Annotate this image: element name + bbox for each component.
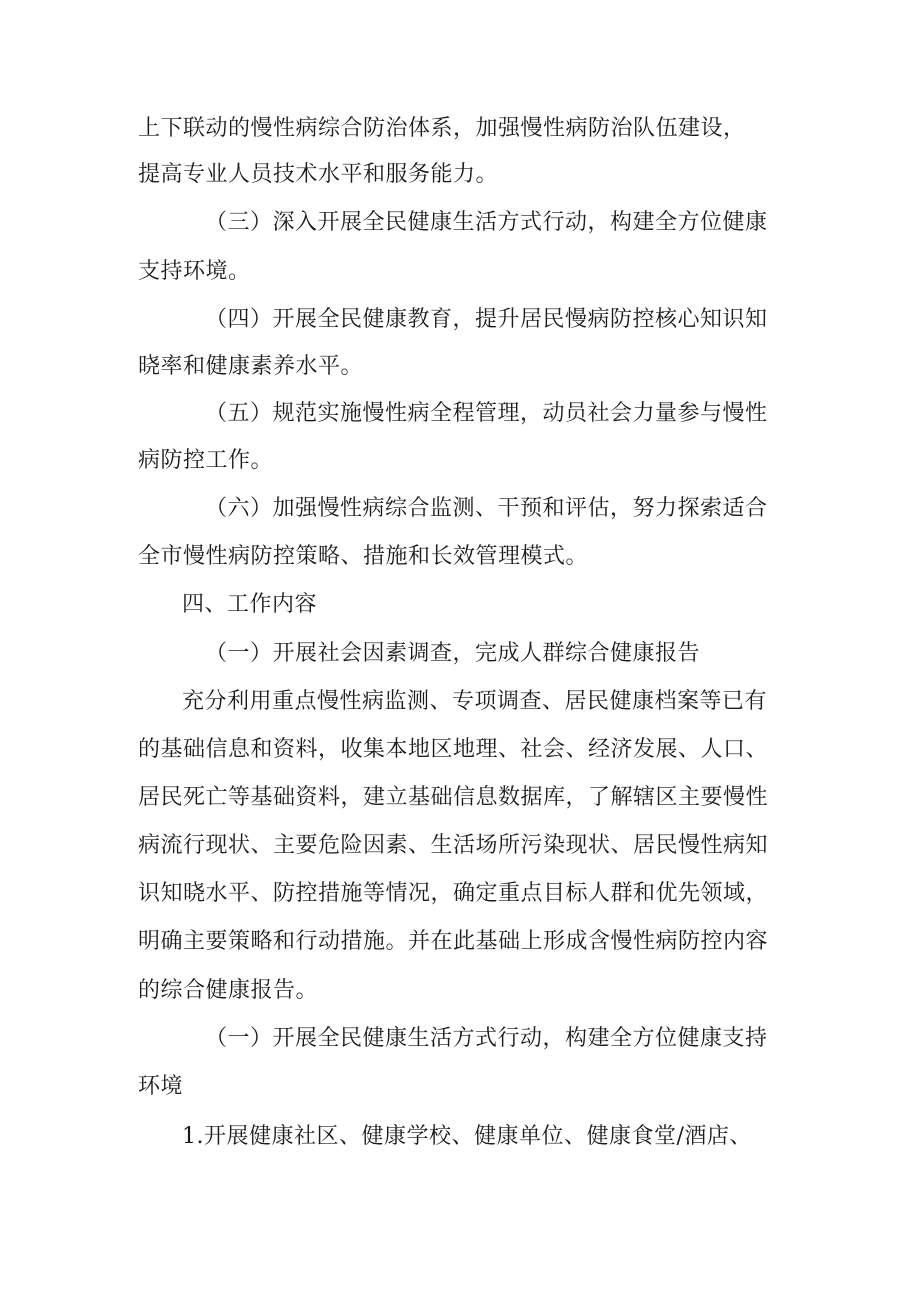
paragraph-line: 病流行现状、主要危险因素、生活场所污染现状、居民慢性病知 xyxy=(138,833,769,858)
text-line: 晓率和健康素养水平。 xyxy=(138,354,364,379)
section-heading: （五）规范实施慢性病全程管理，动员社会力量参与慢性 xyxy=(205,401,768,426)
text-line: 支持环境。 xyxy=(138,259,251,284)
text-line: 上下联动的慢性病综合防治体系，加强慢性病防治队伍建设， xyxy=(138,116,746,141)
paragraph-line: 居民死亡等基础资料，建立基础信息数据库，了解辖区主要慢性 xyxy=(138,785,769,810)
paragraph-line: 的综合健康报告。 xyxy=(138,978,319,1003)
paragraph-line: 识知晓水平、防控措施等情况，确定重点目标人群和优先领域， xyxy=(138,881,769,906)
section-heading: （一）开展全民健康生活方式行动，构建全方位健康支持 xyxy=(205,1026,768,1051)
section-heading: （四）开展全民健康教育，提升居民慢病防控核心知识知 xyxy=(205,307,768,332)
chapter-heading: 四、工作内容 xyxy=(182,592,318,617)
section-heading: （六）加强慢性病综合监测、干预和评估，努力探索适合 xyxy=(205,496,768,521)
paragraph-line: 明确主要策略和行动措施。并在此基础上形成含慢性病防控内容 xyxy=(138,929,769,954)
section-heading: （三）深入开展全民健康生活方式行动，构建全方位健康 xyxy=(205,210,768,235)
text-line: 环境 xyxy=(138,1074,184,1099)
text-line: 提高专业人员技术水平和服务能力。 xyxy=(138,162,499,187)
paragraph-line: 充分利用重点慢性病监测、专项调查、居民健康档案等已有 xyxy=(182,689,768,714)
section-heading: （一）开展社会因素调查，完成人群综合健康报告 xyxy=(205,641,701,666)
text-line: 病防控工作。 xyxy=(138,448,274,473)
text-line: 全市慢性病防控策略、措施和长效管理模式。 xyxy=(138,544,589,569)
list-item-line: 1.开展健康社区、健康学校、健康单位、健康食堂/酒店、 xyxy=(182,1124,752,1149)
paragraph-line: 的基础信息和资料，收集本地区地理、社会、经济发展、人口、 xyxy=(138,737,769,762)
